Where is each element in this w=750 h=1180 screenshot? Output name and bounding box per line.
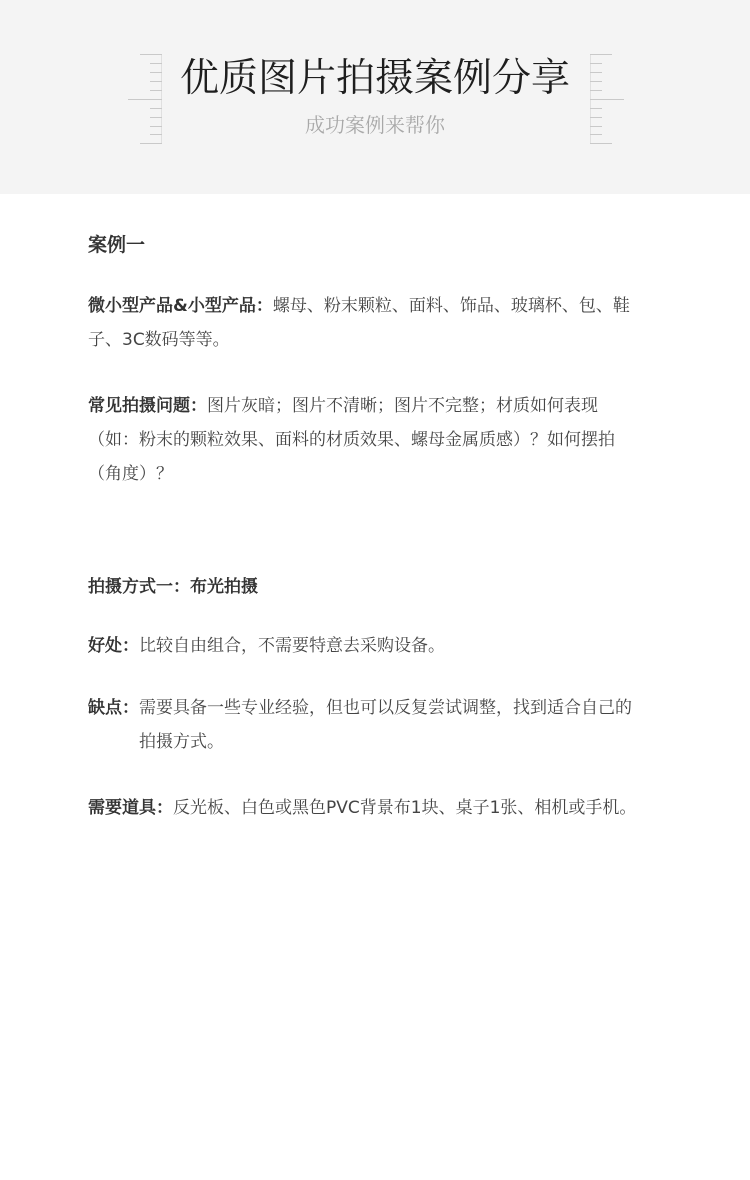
pros-text: 比较自由组合，不需要特意去采购设备。 xyxy=(139,636,445,656)
props-label: 需要道具： xyxy=(88,798,173,818)
problems-paragraph xyxy=(88,389,648,491)
props-row xyxy=(88,791,648,825)
cons-text: 需要具备一些专业经验，但也可以反复尝试调整，找到适合自己的拍摄方式。 xyxy=(139,698,632,752)
cons-row xyxy=(88,691,648,759)
pros-label: 好处： xyxy=(88,636,139,656)
header-banner xyxy=(0,0,750,194)
page-title: 优质图片拍摄案例分享 xyxy=(179,56,570,101)
page-subtitle: 成功案例来帮你 xyxy=(305,113,445,137)
method-title: 拍摄方式一：布光拍摄 xyxy=(88,577,258,597)
pros-row xyxy=(88,629,648,663)
product-label: 微小型产品&小型产品： xyxy=(88,296,273,316)
product-paragraph xyxy=(88,289,648,357)
case-title: 案例一 xyxy=(88,234,146,256)
product-text: 螺母、粉末颗粒、面料、饰品、玻璃杯、包、鞋子、3C数码等等。 xyxy=(88,296,630,350)
cons-label: 缺点： xyxy=(88,698,139,718)
props-text: 反光板、白色或黑色PVC背景布1块、桌子1张、相机或手机。 xyxy=(173,798,637,818)
problems-text: 图片灰暗；图片不清晰；图片不完整；材质如何表现（如：粉末的颗粒效果、面料的材质效果、螺母金属质感）？如何摆拍（角度）？ xyxy=(88,396,615,484)
problems-label: 常见拍摄问题： xyxy=(88,396,207,416)
